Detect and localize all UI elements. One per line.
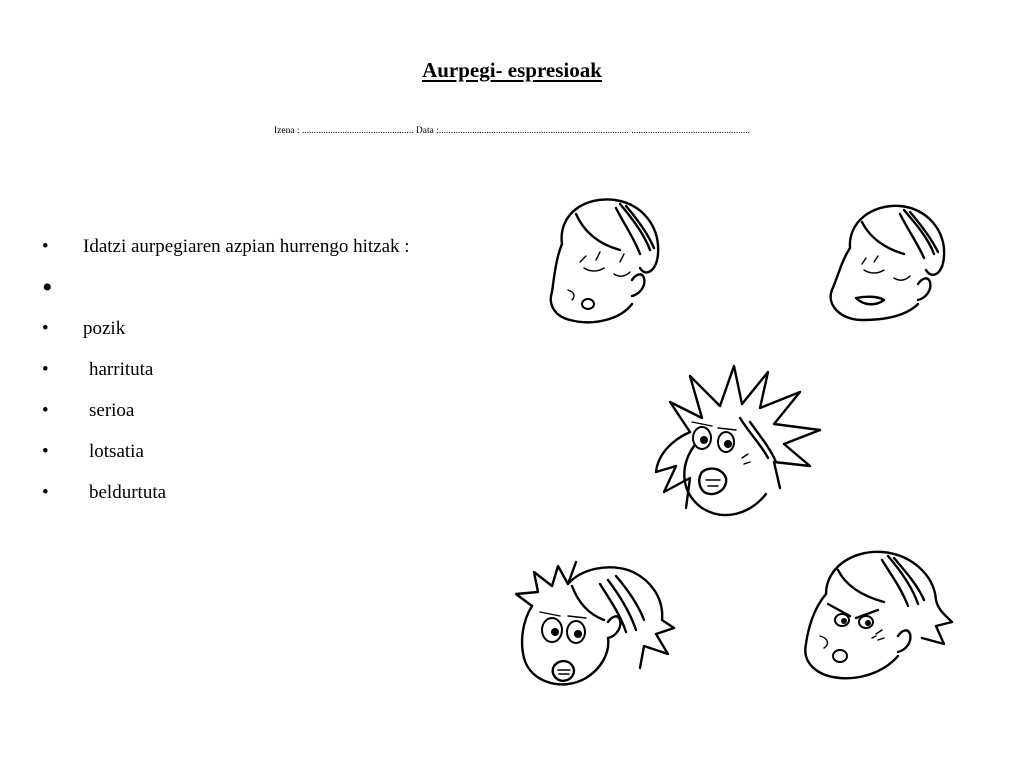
word-harrituta: harrituta <box>89 359 154 380</box>
instruction-text: Idatzi aurpegiaren azpian hurrengo hitzak : <box>83 236 410 257</box>
bullet-icon: • <box>42 441 49 462</box>
word-beldurtuta: beldurtuta <box>89 482 167 503</box>
face-smiling-icon <box>822 200 952 325</box>
bullet-icon: • <box>42 271 53 304</box>
bullet-icon: • <box>42 482 49 503</box>
bullet-icon: • <box>42 318 49 339</box>
face-shocked-icon <box>512 558 677 693</box>
bullet-icon: • <box>42 236 49 257</box>
face-scared-spiky-hair-icon <box>650 362 825 522</box>
bullet-icon: • <box>42 359 49 380</box>
name-date-line: Izena : ............................................... Data :................................................................................ .................................................. <box>273 126 751 136</box>
page-title: Aurpegi- espresioak <box>422 58 602 82</box>
word-serioa: serioa <box>89 400 135 421</box>
face-angry-icon <box>798 548 958 688</box>
word-lotsatia: lotsatia <box>89 441 144 462</box>
bullet-icon: • <box>42 400 49 421</box>
face-eyes-closed-icon <box>540 192 670 327</box>
word-pozik: pozik <box>83 318 126 339</box>
